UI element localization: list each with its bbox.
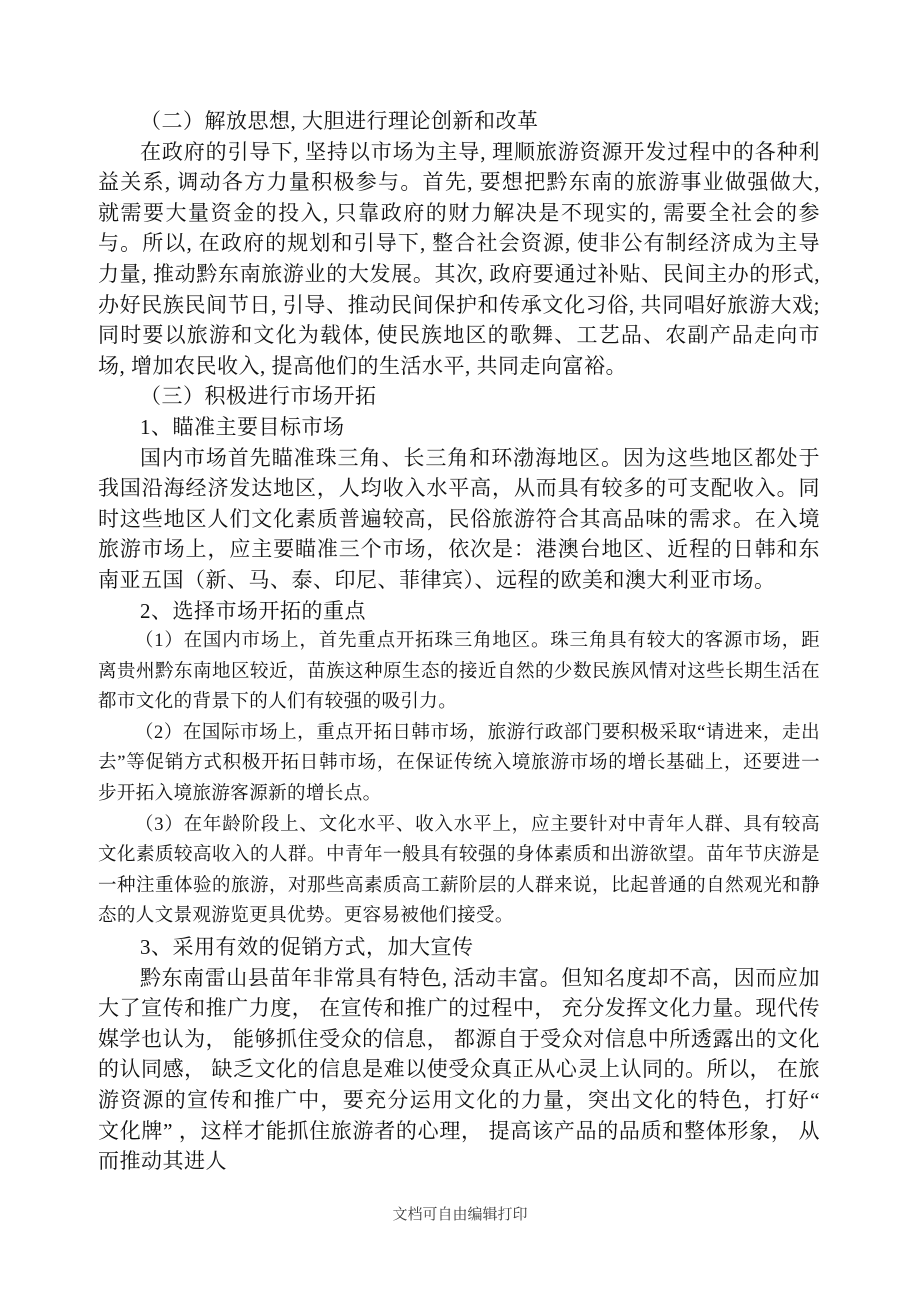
paragraph-note: （1）在国内市场上，首先重点开拓珠三角地区。珠三角具有较大的客源市场，距离贵州黔东南地区较近，苗族这种原生态的接近自然的少数民族风情对这些长期生活在都市文化的背景下的人们有较强的吸引力。	[98, 631, 820, 713]
paragraph-heading: （二）解放思想, 大胆进行理论创新和改革	[140, 109, 539, 133]
paragraph-heading: （三）积极进行市场开拓	[140, 384, 377, 409]
paragraph-note: （2）在国际市场上，重点开拓日韩市场，旅游行政部门要积极采取“请进来，走出去”等促销方式积极开拓日韩市场，在保证传统入境旅游市场的增长基础上，还要进一步开拓入境旅游客源新的增长点。	[98, 722, 820, 805]
paragraph-subheading: 1、瞄准主要目标市场	[140, 414, 345, 439]
footer-note: 文档可自由编辑打印	[392, 1206, 528, 1223]
paragraph-body: 黔东南雷山县苗年非常具有特色, 活动丰富。但知名度却不高，因而应加大了宣传和推广力度， 在宣传和推广的过程中， 充分发挥文化力量。现代传媒学也认为， 能够抓住受众的信息， 都源自于受众对信息中所透露出的文化的认同感， 缺乏文化的信息是难以使受众真正从心灵上认同的。所以， 在旅游资源的宣传和推广中，要充分运用文化的力量，突出文化的特色，打好“ 文化牌” ，这样才能抓住旅游者的心理， 提高该产品的品质和整体形象， 从而推动其进人	[98, 965, 820, 1174]
paragraph-body: 国内市场首先瞄准珠三角、长三角和环渤海地区。因为这些地区都处于我国沿海经济发达地区，人均收入水平高，从而具有较多的可支配收入。同时这些地区人们文化素质普遍较高，民俗旅游符合其高品味的需求。在入境旅游市场上，应主要瞄准三个市场，依次是：港澳台地区、近程的日韩和东南亚五国（新、马、泰、印尼、菲律宾）、远程的欧美和澳大利亚市场。	[98, 445, 820, 592]
paragraph-body: 在政府的引导下, 坚持以市场为主导, 理顺旅游资源开发过程中的各种利益关系, 调动各方力量积极参与。首先, 要想把黔东南的旅游事业做强做大, 就需要大量资金的投入, 只靠政府的财力解决是不现实的, 需要全社会的参与。所以, 在政府的规划和引导下, 整合社会资源, 使非公有制经济成为主导力量, 推动黔东南旅游业的大发展。其次, 政府要通过补贴、民间主办的形式, 办好民族民间节日, 引导、推动民间保护和传承文化习俗, 共同唱好旅游大戏;同时要以旅游和文化为载体, 使民族地区的歌舞、工艺品、农副产品走向市场, 增加农民收入, 提高他们的生活水平, 共同走向富裕。	[98, 139, 820, 378]
paragraph-subheading: 2、选择市场开拓的重点	[140, 598, 366, 623]
paragraph-note: （3）在年龄阶段上、文化水平、收入水平上，应主要针对中青年人群、具有较高文化素质较高收入的人群。中青年一般具有较强的身体素质和出游欲望。苗年节庆游是一种注重体验的旅游，对那些高素质高工薪阶层的人群来说，比起普通的自然观光和静态的人文景观游览更具优势。更容易被他们接受。	[98, 814, 820, 927]
document-content	[98, 106, 820, 1177]
paragraph-subheading: 3、采用有效的促销方式，加大宣传	[140, 935, 474, 960]
